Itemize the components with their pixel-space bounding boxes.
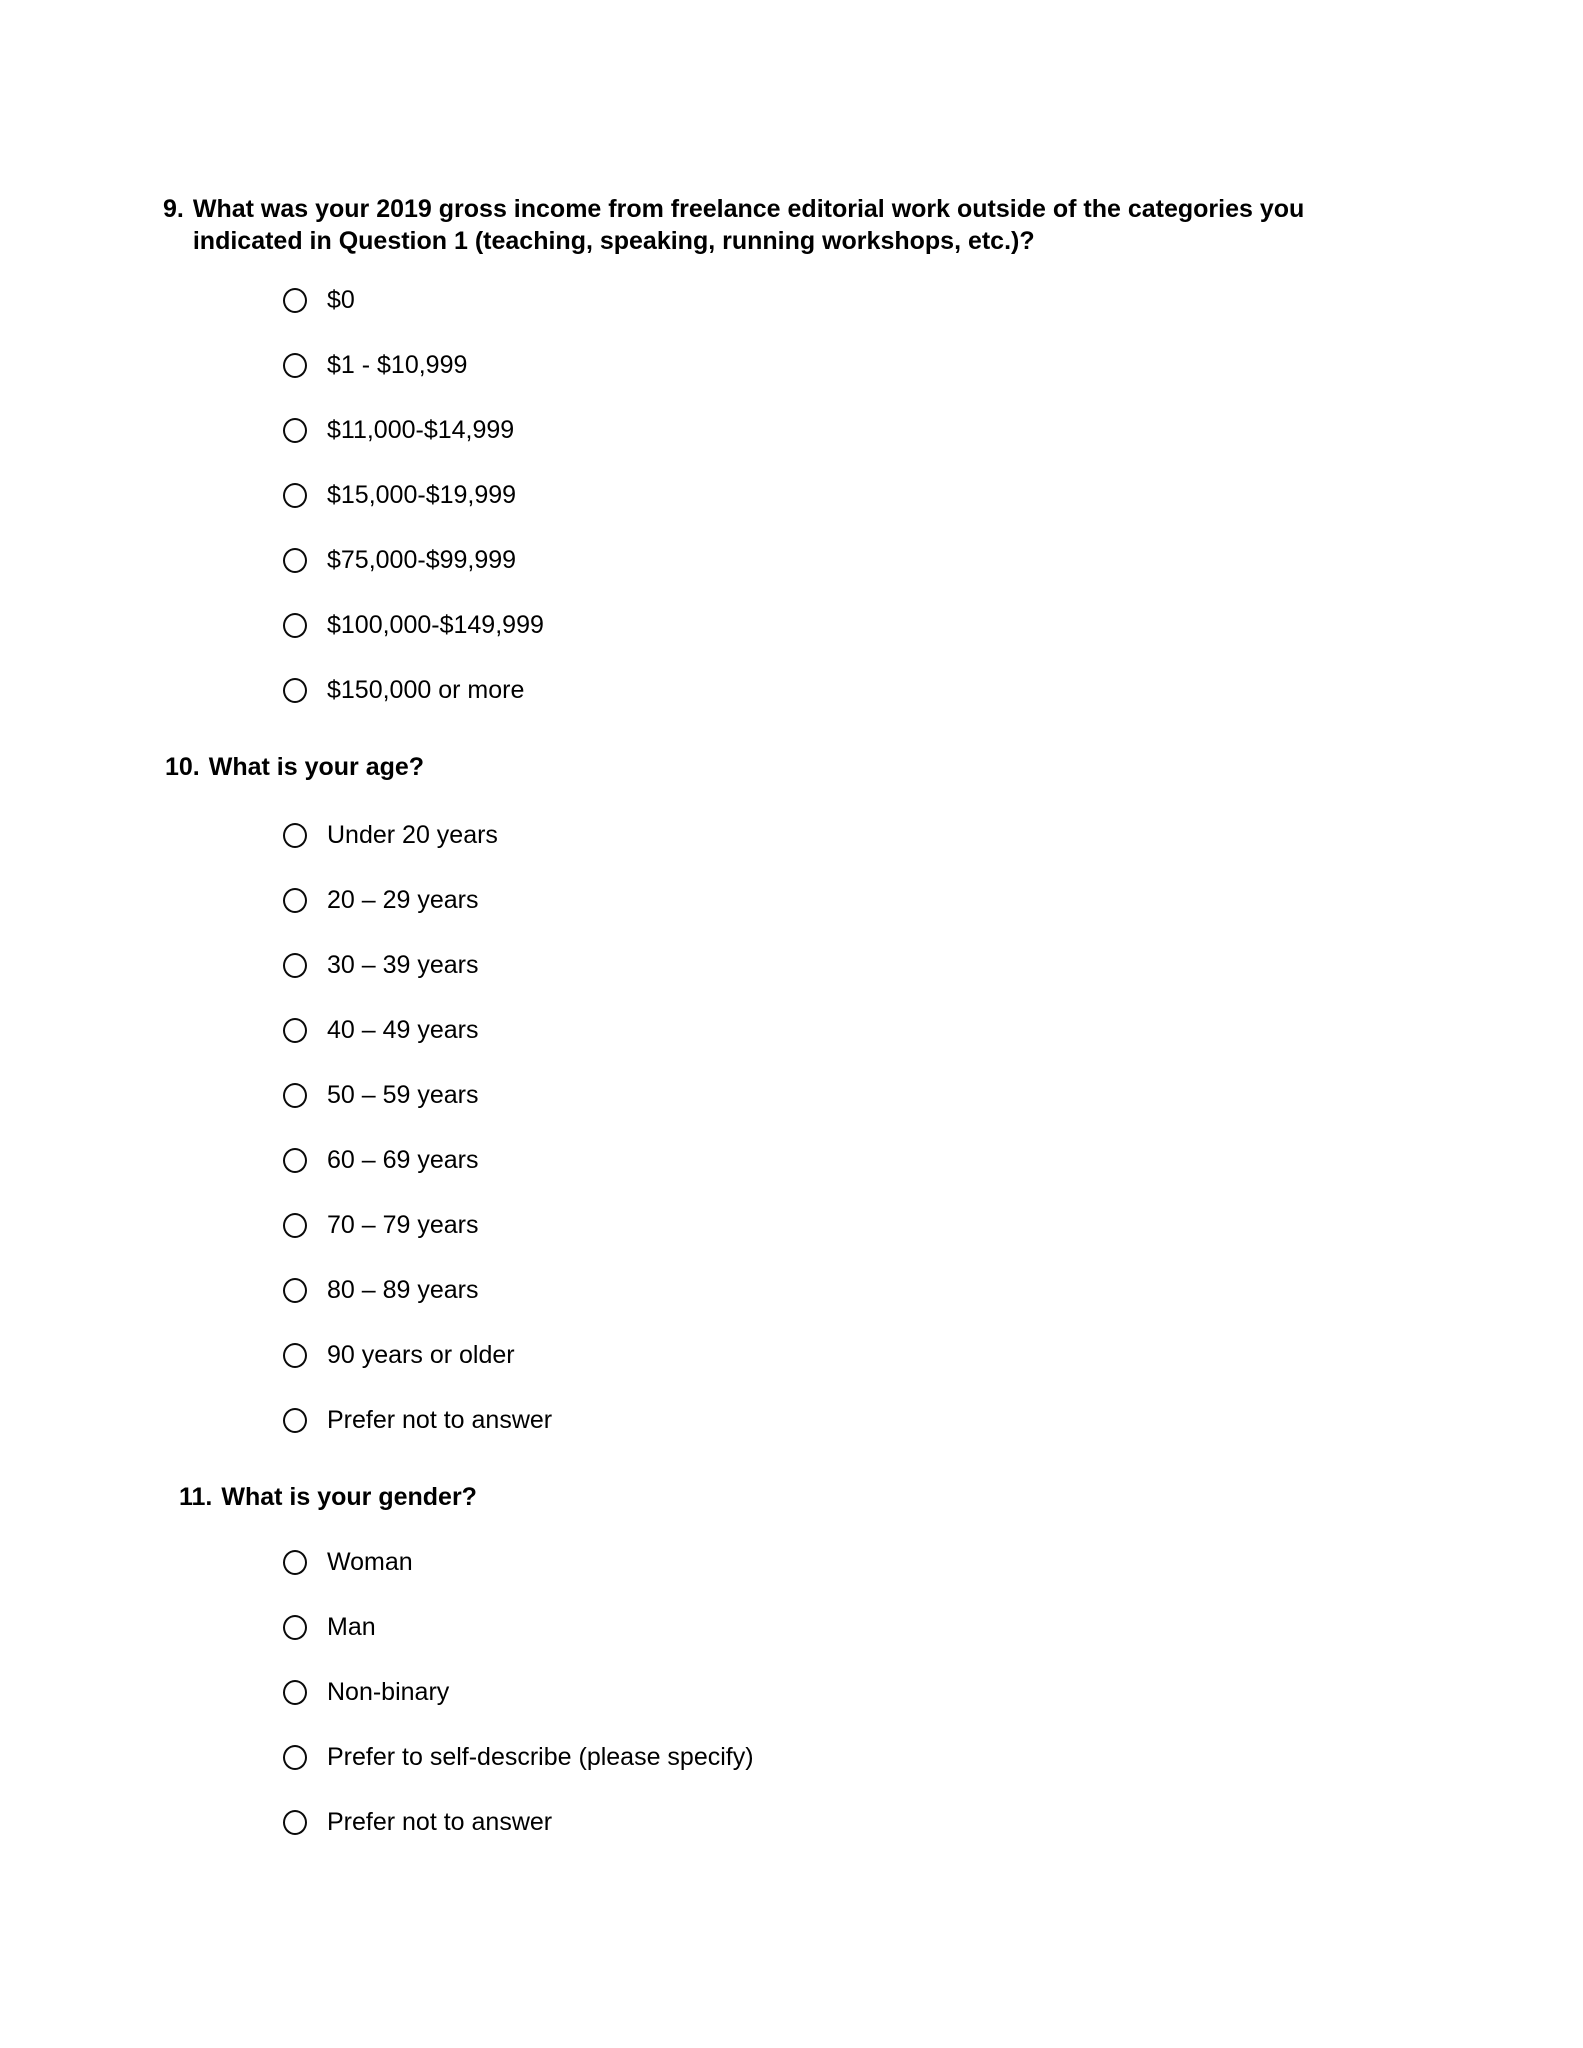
radio-button-icon[interactable] [283, 1680, 307, 1705]
radio-option-gender-4[interactable] [283, 1809, 1583, 1835]
radio-option-income-1[interactable] [283, 352, 1583, 378]
radio-button-icon[interactable] [283, 888, 307, 913]
question-10-text: What is your age? [208, 753, 425, 781]
radio-option-age-7[interactable] [283, 1277, 1583, 1303]
radio-button-icon[interactable] [283, 1745, 307, 1770]
radio-button-icon[interactable] [283, 678, 307, 703]
radio-button-icon[interactable] [283, 483, 307, 508]
option-label: Prefer not to answer [327, 1808, 553, 1836]
radio-button-icon[interactable] [283, 288, 307, 313]
radio-option-age-3[interactable] [283, 1017, 1583, 1043]
radio-option-income-6[interactable] [283, 677, 1583, 703]
radio-option-income-4[interactable] [283, 547, 1583, 573]
radio-option-age-6[interactable] [283, 1212, 1583, 1238]
radio-button-icon[interactable] [283, 418, 307, 443]
question-9-text: What was your 2019 gross income from freelance editorial work outside of the categories you indicated in Question 1 (teaching, speaking, running workshops, etc.)? [192, 195, 1305, 255]
option-label: $1 - $10,999 [327, 351, 468, 379]
radio-button-icon[interactable] [283, 953, 307, 978]
radio-button-icon[interactable] [283, 1408, 307, 1433]
option-label: Prefer not to answer [327, 1406, 553, 1434]
option-label: $75,000-$99,999 [327, 546, 517, 574]
question-9-number: 9. [163, 195, 184, 223]
question-11 [0, 1481, 1583, 1835]
option-label: Man [327, 1613, 376, 1641]
question-10 [0, 751, 1583, 1433]
option-label: 80 – 89 years [327, 1276, 479, 1304]
option-label: $15,000-$19,999 [327, 481, 517, 509]
radio-button-icon[interactable] [283, 1018, 307, 1043]
option-label: $150,000 or more [327, 676, 525, 704]
option-label: Woman [327, 1548, 413, 1576]
option-label: 70 – 79 years [327, 1211, 479, 1239]
question-10-options [283, 822, 1583, 1433]
question-10-heading [165, 751, 1583, 783]
radio-option-income-3[interactable] [283, 482, 1583, 508]
radio-option-gender-3[interactable] [283, 1744, 1583, 1770]
question-9-heading [163, 193, 1583, 257]
radio-option-gender-0[interactable] [283, 1549, 1583, 1575]
radio-option-income-0[interactable] [283, 287, 1583, 313]
question-11-text: What is your gender? [221, 1483, 477, 1511]
radio-button-icon[interactable] [283, 1213, 307, 1238]
radio-option-age-4[interactable] [283, 1082, 1583, 1108]
radio-button-icon[interactable] [283, 1550, 307, 1575]
question-10-number: 10. [165, 753, 200, 781]
radio-button-icon[interactable] [283, 1810, 307, 1835]
radio-button-icon[interactable] [283, 1343, 307, 1368]
radio-button-icon[interactable] [283, 823, 307, 848]
option-label: $11,000-$14,999 [327, 416, 515, 444]
option-label: 30 – 39 years [327, 951, 479, 979]
option-label: Non-binary [327, 1678, 450, 1706]
radio-option-age-5[interactable] [283, 1147, 1583, 1173]
question-11-options [283, 1549, 1583, 1835]
question-9 [0, 0, 1583, 703]
radio-option-gender-2[interactable] [283, 1679, 1583, 1705]
option-label: 40 – 49 years [327, 1016, 479, 1044]
option-label: $0 [327, 286, 355, 314]
radio-button-icon[interactable] [283, 1083, 307, 1108]
radio-option-age-8[interactable] [283, 1342, 1583, 1368]
radio-button-icon[interactable] [283, 1615, 307, 1640]
question-11-number: 11. [179, 1483, 213, 1511]
option-label: 20 – 29 years [327, 886, 479, 914]
question-11-heading [179, 1481, 1583, 1513]
option-label: 60 – 69 years [327, 1146, 479, 1174]
radio-button-icon[interactable] [283, 613, 307, 638]
radio-option-age-0[interactable] [283, 822, 1583, 848]
radio-button-icon[interactable] [283, 548, 307, 573]
option-label: $100,000-$149,999 [327, 611, 544, 639]
radio-button-icon[interactable] [283, 353, 307, 378]
radio-button-icon[interactable] [283, 1148, 307, 1173]
option-label: Under 20 years [327, 821, 498, 849]
option-label: 90 years or older [327, 1341, 515, 1369]
question-9-options [283, 287, 1583, 703]
option-label: 50 – 59 years [327, 1081, 479, 1109]
option-label: Prefer to self-describe (please specify) [327, 1743, 754, 1771]
radio-option-income-2[interactable] [283, 417, 1583, 443]
radio-option-age-1[interactable] [283, 887, 1583, 913]
radio-option-age-2[interactable] [283, 952, 1583, 978]
radio-option-age-9[interactable] [283, 1407, 1583, 1433]
radio-option-income-5[interactable] [283, 612, 1583, 638]
radio-button-icon[interactable] [283, 1278, 307, 1303]
radio-option-gender-1[interactable] [283, 1614, 1583, 1640]
